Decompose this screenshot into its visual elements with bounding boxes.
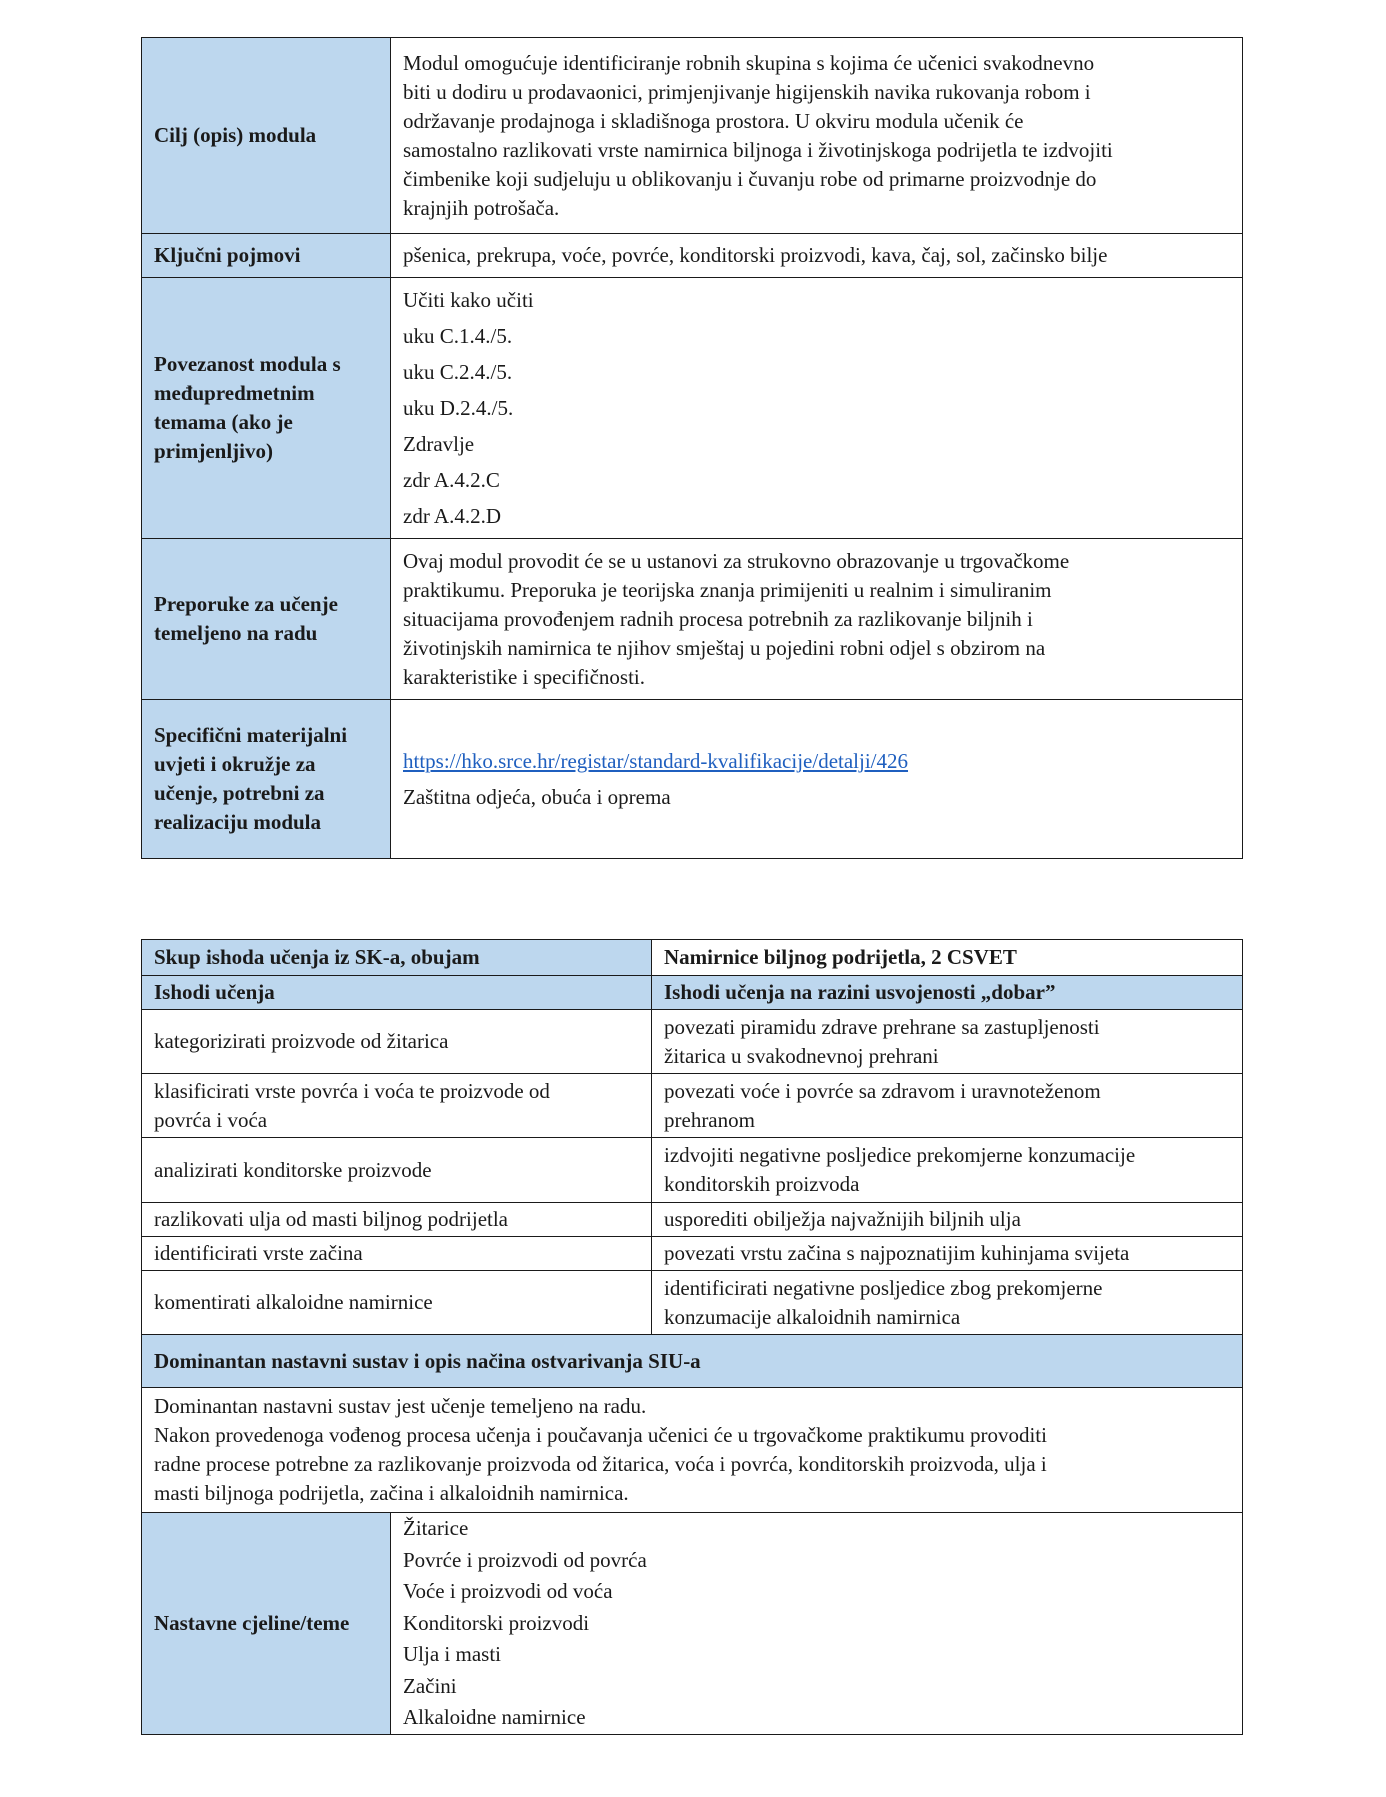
table-row	[142, 38, 1243, 234]
table-row	[142, 1203, 1243, 1237]
teaching-system-heading: Dominantan nastavni sustav i opis načina ostvarivanja SIU-a	[142, 1335, 1243, 1388]
cross-curricular-list: Učiti kako učiti uku C.1.4./5. uku C.2.4./5. uku D.2.4./5. Zdravlje zdr A.4.2.C zdr A.4.2.D	[391, 278, 1243, 539]
topic-item: Žitarice	[403, 1516, 469, 1540]
table-header-row	[142, 940, 1243, 976]
table-row	[142, 1010, 1243, 1074]
goal-description: Modul omogućuje identificiranje robnih skupina s kojima će učenici svakodnevno biti u dodiru u prodavaonici, primjenjivanje higijenskih navika rukovanja robom i održavanje prodajnoga i skladišnoga prostora. U okviru modula učenik će samostalno razlikovati vrste namirnica biljnoga i životinjskoga podrijetla te izdvojiti čimbenike koji sudjeluju u oblikovanju i čuvanju robe od primarne proizvodnje do krajnjih potrošača.	[391, 38, 1243, 234]
outcome-cell: identificirati vrste začina	[142, 1237, 652, 1271]
outcome-cell: kategorizirati proizvode od žitarica	[142, 1010, 652, 1074]
outcome-good-cell: usporediti obilježja najvažnijih biljnih ulja	[652, 1203, 1243, 1237]
column-header-outcomes: Ishodi učenja	[142, 976, 652, 1010]
learning-outcomes-table	[141, 939, 1243, 1735]
teaching-system-text: Dominantan nastavni sustav jest učenje temeljeno na radu. Nakon provedenoga vođenog procesa učenja i poučavanja učenici će u trgovačkome praktikumu provoditi radne procese potrebne za razlikovanje proizvoda od žitarica, voća i povrća, konditorskih proizvoda, ulja i masti biljnoga podrijetla, začina i alkaloidnih namirnica.	[142, 1388, 1243, 1513]
topic-item: Ulja i masti	[403, 1642, 501, 1666]
row-label: Povezanost modula s međupredmetnim temama (ako je primjenljivo)	[142, 278, 391, 539]
table-row	[142, 1513, 1243, 1735]
work-based-learning-text: Ovaj modul provodit će se u ustanovi za strukovno obrazovanje u trgovačkome praktikumu. Preporuka je teorijska znanja primijeniti u realnim i simuliranim situacijama provođenjem radnih procesa potrebnih za razlikovanje biljnih i životinjskih namirnica te njihov smještaj u pojedini robni odjel s obzirom na karakteristike i specifičnosti.	[391, 539, 1243, 700]
outcome-set-value: Namirnice biljnog podrijetla, 2 CSVET	[652, 940, 1243, 976]
outcome-cell: analizirati konditorske proizvode	[142, 1138, 652, 1203]
table-row	[142, 234, 1243, 278]
table-row	[142, 1138, 1243, 1203]
topic-item: Povrće i proizvodi od povrća	[403, 1547, 647, 1572]
module-info-table	[141, 37, 1243, 859]
table-row	[142, 539, 1243, 700]
column-header-good-level: Ishodi učenja na razini usvojenosti „dobar”	[652, 976, 1243, 1010]
table-row	[142, 1074, 1243, 1138]
row-label: Preporuke za učenje temeljeno na radu	[142, 539, 391, 700]
topics-label: Nastavne cjeline/teme	[142, 1513, 391, 1735]
outcome-cell: komentirati alkaloidne namirnice	[142, 1271, 652, 1335]
table-header-row	[142, 976, 1243, 1010]
outcome-good-cell: identificirati negativne posljedice zbog prekomjerne konzumacije alkaloidnih namirnica	[652, 1271, 1243, 1335]
outcome-set-label: Skup ishoda učenja iz SK-a, obujam	[142, 940, 652, 976]
table-row	[142, 1271, 1243, 1335]
outcome-good-cell: izdvojiti negativne posljedice prekomjerne konzumacije konditorskih proizvoda	[652, 1138, 1243, 1203]
table-row	[142, 1388, 1243, 1513]
section-heading-row	[142, 1335, 1243, 1388]
outcome-cell: klasificirati vrste povrća i voća te proizvode od povrća i voća	[142, 1074, 652, 1138]
outcome-good-cell: povezati vrstu začina s najpoznatijim kuhinjama svijeta	[652, 1237, 1243, 1271]
key-terms: pšenica, prekrupa, voće, povrće, konditorski proizvodi, kava, čaj, sol, začinsko bilje	[391, 234, 1243, 278]
topic-item: Voće i proizvodi od voća	[403, 1579, 613, 1603]
outcome-cell: razlikovati ulja od masti biljnog podrijetla	[142, 1203, 652, 1237]
topic-item: Alkaloidne namirnice	[403, 1705, 586, 1729]
table-row	[142, 278, 1243, 539]
table-row	[142, 1237, 1243, 1271]
material-conditions: https://hko.srce.hr/registar/standard-kvalifikacije/detalji/426 Zaštitna odjeća, obuća i oprema	[391, 700, 1243, 859]
row-label: Specifični materijalni uvjeti i okružje za učenje, potrebni za realizaciju modula	[142, 700, 391, 859]
topic-item: Konditorski proizvodi	[403, 1610, 590, 1635]
outcome-good-cell: povezati voće i povrće sa zdravom i uravnoteženom prehranom	[652, 1074, 1243, 1138]
topic-item: Začini	[403, 1673, 457, 1698]
outcome-good-cell: povezati piramidu zdrave prehrane sa zastupljenosti žitarica u svakodnevnoj prehrani	[652, 1010, 1243, 1074]
table-row	[142, 700, 1243, 859]
topics-list	[391, 1513, 1243, 1735]
row-label: Ključni pojmovi	[142, 234, 391, 278]
row-label: Cilj (opis) modula	[142, 38, 391, 234]
qualification-standard-link[interactable]: https://hko.srce.hr/registar/standard-kvalifikacije/detalji/426	[403, 749, 909, 773]
